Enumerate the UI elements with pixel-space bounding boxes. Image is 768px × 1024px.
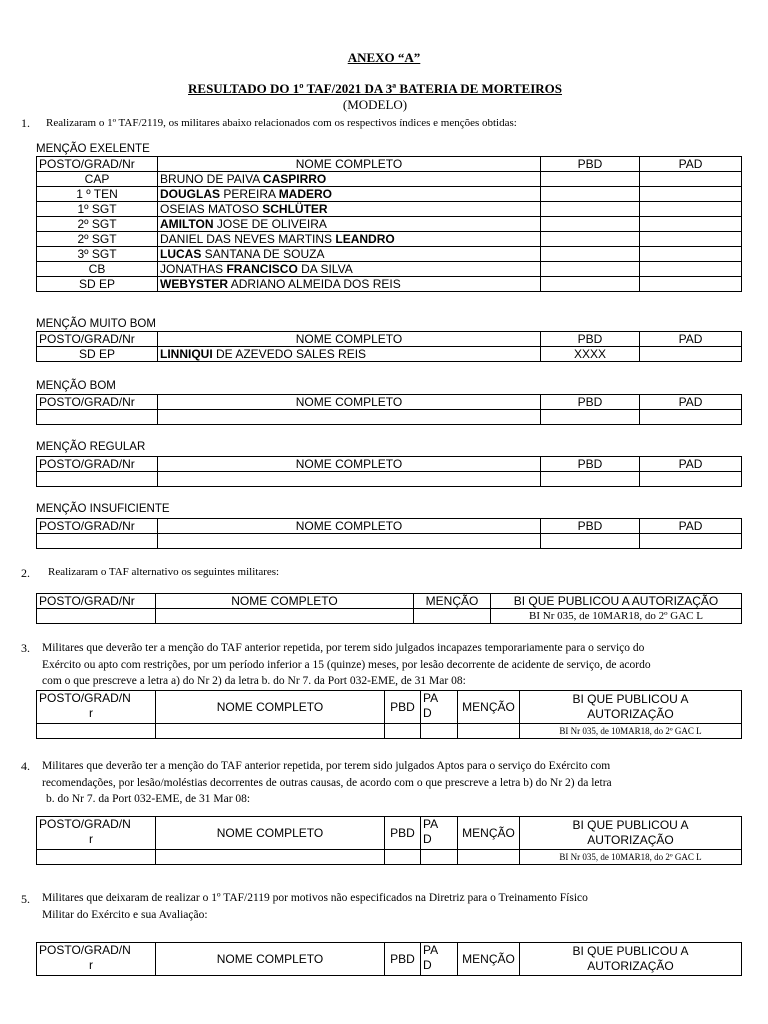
table-row — [37, 724, 742, 739]
table-header-row — [37, 457, 742, 472]
header-bi: BI QUE PUBLICOU A AUTORIZAÇÃO — [520, 691, 742, 724]
table-header-row — [37, 594, 742, 609]
header-posto: POSTO/GRAD/Nr — [37, 594, 156, 609]
table-row — [37, 172, 742, 187]
name-bold-part: LINNIQUI — [160, 347, 213, 361]
table-row — [37, 202, 742, 217]
header-bi: BI QUE PUBLICOU A AUTORIZAÇÃO — [520, 817, 742, 850]
table-header-row — [37, 332, 742, 347]
header-nome: NOME COMPLETO — [158, 395, 541, 410]
header-nome: NOME COMPLETO — [158, 157, 541, 172]
header-pad: PAD — [640, 395, 742, 410]
cell-pad — [640, 172, 742, 187]
cell-nome — [158, 202, 541, 217]
cell-bi: BI Nr 035, de 10MAR18, do 2º GAC L — [520, 724, 742, 739]
item-5-number: 5. — [21, 892, 30, 906]
table-bom — [36, 394, 742, 425]
item-3-line-1: Militares que deverão ter a menção do TAF anterior repetida, por terem sido julgados incapazes temporariamente para o serviço do — [42, 642, 645, 654]
cell-pad — [640, 277, 742, 292]
cell-posto: 2º SGT — [37, 217, 158, 232]
item-3-line-2: Exército ou apto com restrições, por um período inferior a 15 (quinze) meses, por lesão decorrente de acidente de serviço, de acordo — [42, 658, 651, 671]
header-pbd: PBD — [541, 395, 640, 410]
name-part: DA SILVA — [297, 262, 353, 276]
cell-pad — [640, 247, 742, 262]
section-label-regular: MENÇÃO REGULAR — [36, 441, 146, 453]
table-item-4 — [36, 816, 742, 865]
cell-pbd — [541, 232, 640, 247]
cell-posto: CB — [37, 262, 158, 277]
model-label: (MODELO) — [342, 97, 408, 112]
header-posto: POSTO/GRAD/Nr — [37, 157, 158, 172]
name-part: OSEIAS MATOSO — [160, 202, 263, 216]
header-bi: BI QUE PUBLICOU A AUTORIZAÇÃO — [520, 943, 742, 976]
item-3-text — [42, 640, 747, 690]
item-4-text — [42, 758, 747, 808]
header-pbd: PBD — [541, 457, 640, 472]
header-pad: PA D — [421, 691, 458, 724]
cell-pbd — [541, 217, 640, 232]
section-label-excelente: MENÇÃO EXELENTE — [36, 143, 150, 155]
header-pad: PAD — [640, 519, 742, 534]
cell-posto: CAP — [37, 172, 158, 187]
cell-pbd — [541, 202, 640, 217]
header-pbd: PBD — [541, 332, 640, 347]
header-posto: POSTO/GRAD/Nr — [37, 519, 158, 534]
name-bold-part: DOUGLAS — [160, 187, 220, 201]
table-item-3 — [36, 690, 742, 739]
cell-posto: 1º SGT — [37, 202, 158, 217]
cell-nome — [158, 232, 541, 247]
cell-posto: 2º SGT — [37, 232, 158, 247]
item-5-line-2: Militar do Exército e sua Avaliação: — [42, 908, 208, 921]
table-insuficiente — [36, 518, 742, 549]
cell-nome — [158, 172, 541, 187]
header-pad: PA D — [421, 817, 458, 850]
cell-pad — [640, 187, 742, 202]
cell-posto: SD EP — [37, 347, 158, 362]
item-4-line-2: recomendações, por lesão/moléstias decorrentes de outras causas, de acordo com o que prescreve a letra b) do Nr 2) da letra — [42, 776, 612, 789]
table-item-5 — [36, 942, 742, 976]
header-posto: POSTO/GRAD/Nr — [37, 457, 158, 472]
header-pad: PAD — [640, 457, 742, 472]
table-header-row — [37, 157, 742, 172]
name-part: ADRIANO ALMEIDA DOS REIS — [228, 277, 401, 291]
item-1-text: Realizaram o 1º TAF/2119, os militares abaixo relacionados com os respectivos índices e menções obtidas: — [46, 117, 517, 129]
item-4-line-3: b. do Nr 7. da Port 032-EME, de 31 Mar 08: — [46, 793, 251, 805]
section-label-insuficiente: MENÇÃO INSUFICIENTE — [36, 503, 170, 515]
cell-pbd — [541, 187, 640, 202]
table-regular — [36, 456, 742, 487]
header-mencao: MENÇÃO — [458, 817, 520, 850]
item-3-line-3: com o que prescreve a letra a) do Nr 2) da letra b. do Nr 7. da Port 032-EME, de 31 Mar 08: — [42, 675, 466, 687]
header-posto: POSTO/GRAD/N r — [37, 817, 156, 850]
item-2-text: Realizaram o TAF alternativo os seguintes militares: — [48, 566, 280, 578]
table-row-empty — [37, 534, 742, 549]
header-nome: NOME COMPLETO — [158, 457, 541, 472]
name-bold-part: LUCAS — [160, 247, 202, 261]
item-5-text — [42, 890, 747, 923]
header-nome: NOME COMPLETO — [156, 817, 385, 850]
name-part: BRUNO DE PAIVA — [160, 172, 263, 186]
cell-pad — [640, 202, 742, 217]
header-mencao: MENÇÃO — [414, 594, 491, 609]
table-header-row — [37, 943, 742, 976]
header-nome: NOME COMPLETO — [158, 519, 541, 534]
cell-bi: BI Nr 035, de 10MAR18, do 2º GAC L — [491, 609, 742, 624]
table-header-row — [37, 519, 742, 534]
cell-pad — [640, 217, 742, 232]
cell-pbd — [541, 172, 640, 187]
cell-posto: SD EP — [37, 277, 158, 292]
header-nome: NOME COMPLETO — [158, 332, 541, 347]
section-label-bom: MENÇÃO BOM — [36, 380, 116, 392]
cell-nome — [158, 347, 541, 362]
table-row — [37, 217, 742, 232]
header-pbd: PBD — [385, 691, 421, 724]
cell-pbd — [541, 262, 640, 277]
cell-pad — [640, 262, 742, 277]
name-part: DANIEL DAS NEVES MARTINS — [160, 232, 336, 246]
header-mencao: MENÇÃO — [458, 691, 520, 724]
table-muito-bom — [36, 331, 742, 362]
header-pad: PAD — [640, 332, 742, 347]
table-header-row — [37, 817, 742, 850]
cell-pbd — [541, 247, 640, 262]
table-header-row — [37, 691, 742, 724]
header-pad: PA D — [421, 943, 458, 976]
header-pad: PAD — [640, 157, 742, 172]
cell-nome — [158, 262, 541, 277]
cell-nome — [158, 277, 541, 292]
section-label-muito-bom: MENÇÃO MUITO BOM — [36, 318, 156, 330]
cell-nome — [158, 187, 541, 202]
table-excelente — [36, 156, 742, 292]
name-bold-part: LEANDRO — [335, 232, 395, 246]
item-4-line-1: Militares que deverão ter a menção do TAF anterior repetida, por terem sido julgados Aptos para o serviço do Exército com — [42, 760, 611, 772]
name-rest-part: DE AZEVEDO SALES REIS — [212, 347, 367, 361]
table-row — [37, 232, 742, 247]
header-nome: NOME COMPLETO — [156, 943, 385, 976]
item-3-number: 3. — [21, 641, 30, 655]
name-bold-part: FRANCISCO — [226, 262, 298, 276]
cell-pad — [640, 347, 742, 362]
cell-pbd — [541, 277, 640, 292]
table-row — [37, 277, 742, 292]
cell-bi: BI Nr 035, de 10MAR18, do 2º GAC L — [520, 850, 742, 865]
header-pbd: PBD — [541, 519, 640, 534]
table-row-empty — [37, 410, 742, 425]
name-bold-part: WEBYSTER — [160, 277, 229, 291]
table-row — [37, 609, 742, 624]
header-posto: POSTO/GRAD/N r — [37, 691, 156, 724]
annex-title: ANEXO “A” — [347, 50, 421, 65]
name-part: SANTANA DE SOUZA — [201, 247, 325, 261]
name-part: PEREIRA — [220, 187, 279, 201]
header-nome: NOME COMPLETO — [156, 691, 385, 724]
table-row-empty — [37, 472, 742, 487]
table-row — [37, 247, 742, 262]
item-5-line-1: Militares que deixaram de realizar o 1º TAF/2119 por motivos não especificados na Diretriz para o Treinamento Físico — [42, 892, 588, 904]
header-pbd: PBD — [541, 157, 640, 172]
header-posto: POSTO/GRAD/Nr — [37, 395, 158, 410]
item-4-number: 4. — [21, 759, 30, 773]
table-header-row — [37, 395, 742, 410]
table-row — [37, 850, 742, 865]
document-title: RESULTADO DO 1º TAF/2021 DA 3ª BATERIA DE MORTEIROS — [188, 81, 562, 96]
cell-pbd: XXXX — [541, 347, 640, 362]
item-1-number: 1. — [21, 116, 30, 130]
table-row — [37, 262, 742, 277]
name-bold-part: AMILTON — [160, 217, 214, 231]
name-part: JONATHAS — [160, 262, 227, 276]
item-2-number: 2. — [21, 566, 30, 580]
header-mencao: MENÇÃO — [458, 943, 520, 976]
name-bold-part: SCHLÜTER — [262, 202, 328, 216]
name-bold-part: MADERO — [278, 187, 333, 201]
header-pbd: PBD — [385, 943, 421, 976]
table-taf-alternativo — [36, 593, 742, 624]
table-row — [37, 347, 742, 362]
header-pbd: PBD — [385, 817, 421, 850]
cell-nome — [158, 247, 541, 262]
header-nome: NOME COMPLETO — [156, 594, 414, 609]
cell-posto: 3º SGT — [37, 247, 158, 262]
name-bold-part: CASPIRRO — [262, 172, 327, 186]
header-posto: POSTO/GRAD/Nr — [37, 332, 158, 347]
table-row — [37, 187, 742, 202]
name-part: JOSE DE OLIVEIRA — [213, 217, 327, 231]
cell-nome — [158, 217, 541, 232]
cell-pad — [640, 232, 742, 247]
header-posto: POSTO/GRAD/N r — [37, 943, 156, 976]
header-bi: BI QUE PUBLICOU A AUTORIZAÇÃO — [491, 594, 742, 609]
cell-posto: 1 º TEN — [37, 187, 158, 202]
